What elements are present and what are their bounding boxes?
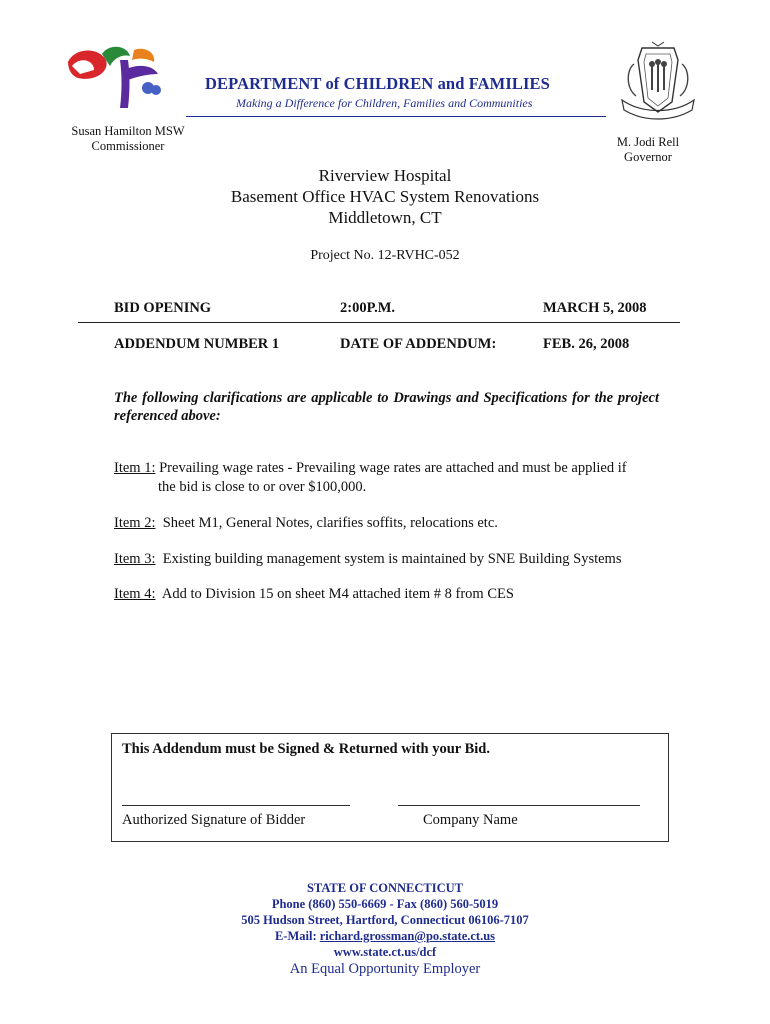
bid-opening-date: MARCH 5, 2008: [543, 300, 647, 316]
dcf-logo-icon: [64, 44, 164, 110]
item-text-continued: the bid is close to or over $100,000.: [158, 479, 367, 495]
item-1: [114, 459, 674, 497]
state-seal-icon: [612, 40, 704, 124]
item-text: Add to Division 15 on sheet M4 attached item # 8 from CES: [155, 586, 514, 602]
department-tagline: Making a Difference for Children, Families and Communities: [236, 96, 533, 110]
footer-state: STATE OF CONNECTICUT: [306, 881, 464, 895]
project-site: Riverview Hospital: [318, 166, 452, 185]
footer-phone: Phone (860) 550-6669 - Fax (860) 560-5019: [271, 897, 499, 911]
clarification-statement: The following clarifications are applicable to Drawings and Specifications for the project referenced above:: [114, 390, 659, 424]
bid-opening-label: BID OPENING: [114, 300, 212, 316]
company-name-line[interactable]: [398, 805, 640, 806]
commissioner-title: Commissioner: [91, 139, 165, 153]
signature-heading: This Addendum must be Signed & Returned with your Bid.: [122, 741, 490, 757]
item-label: Item 1:: [114, 460, 156, 476]
governor-title: Governor: [624, 150, 672, 164]
bid-opening-time: 2:00P.M.: [340, 300, 396, 316]
bidder-signature-line[interactable]: [122, 805, 350, 806]
item-4: [114, 585, 674, 604]
governor-block: [588, 135, 708, 165]
company-name-label: Company Name: [423, 812, 518, 828]
item-3: [114, 550, 674, 569]
project-number: Project No. 12-RVHC-052: [310, 248, 460, 263]
footer-web-link[interactable]: www.state.ct.us/dcf: [333, 945, 437, 959]
addendum-date: FEB. 26, 2008: [543, 336, 630, 352]
footer-eoe: An Equal Opportunity Employer: [289, 961, 481, 977]
item-2: [114, 514, 674, 533]
item-label: Item 3:: [114, 551, 156, 567]
email-link[interactable]: richard.grossman@po.state.ct.us: [319, 929, 496, 943]
governor-name: M. Jodi Rell: [616, 135, 680, 149]
item-text: Existing building management system is maintained by SNE Building Systems: [155, 551, 622, 567]
bid-divider: [78, 322, 680, 323]
item-text: Sheet M1, General Notes, clarifies soffits, relocations etc.: [155, 515, 498, 531]
header-divider: [186, 116, 606, 117]
item-label: Item 2:: [114, 515, 156, 531]
commissioner-name: Susan Hamilton MSW: [71, 124, 185, 138]
addendum-date-label: DATE OF ADDENDUM:: [340, 336, 497, 352]
project-name: Basement Office HVAC System Renovations: [230, 187, 540, 206]
commissioner-block: [48, 124, 208, 154]
department-title: DEPARTMENT of CHILDREN and FAMILIES: [205, 74, 550, 93]
email-prefix: E-Mail:: [274, 929, 320, 943]
project-location: Middletown, CT: [328, 208, 442, 227]
bidder-signature-label: Authorized Signature of Bidder: [122, 812, 306, 828]
addendum-number-label: ADDENDUM NUMBER 1: [114, 336, 280, 352]
footer-email: [150, 929, 620, 944]
item-text: Prevailing wage rates - Prevailing wage rates are attached and must be applied if: [155, 460, 627, 476]
item-label: Item 4:: [114, 586, 156, 602]
footer-address: 505 Hudson Street, Hartford, Connecticut 06106-7107: [241, 913, 529, 927]
